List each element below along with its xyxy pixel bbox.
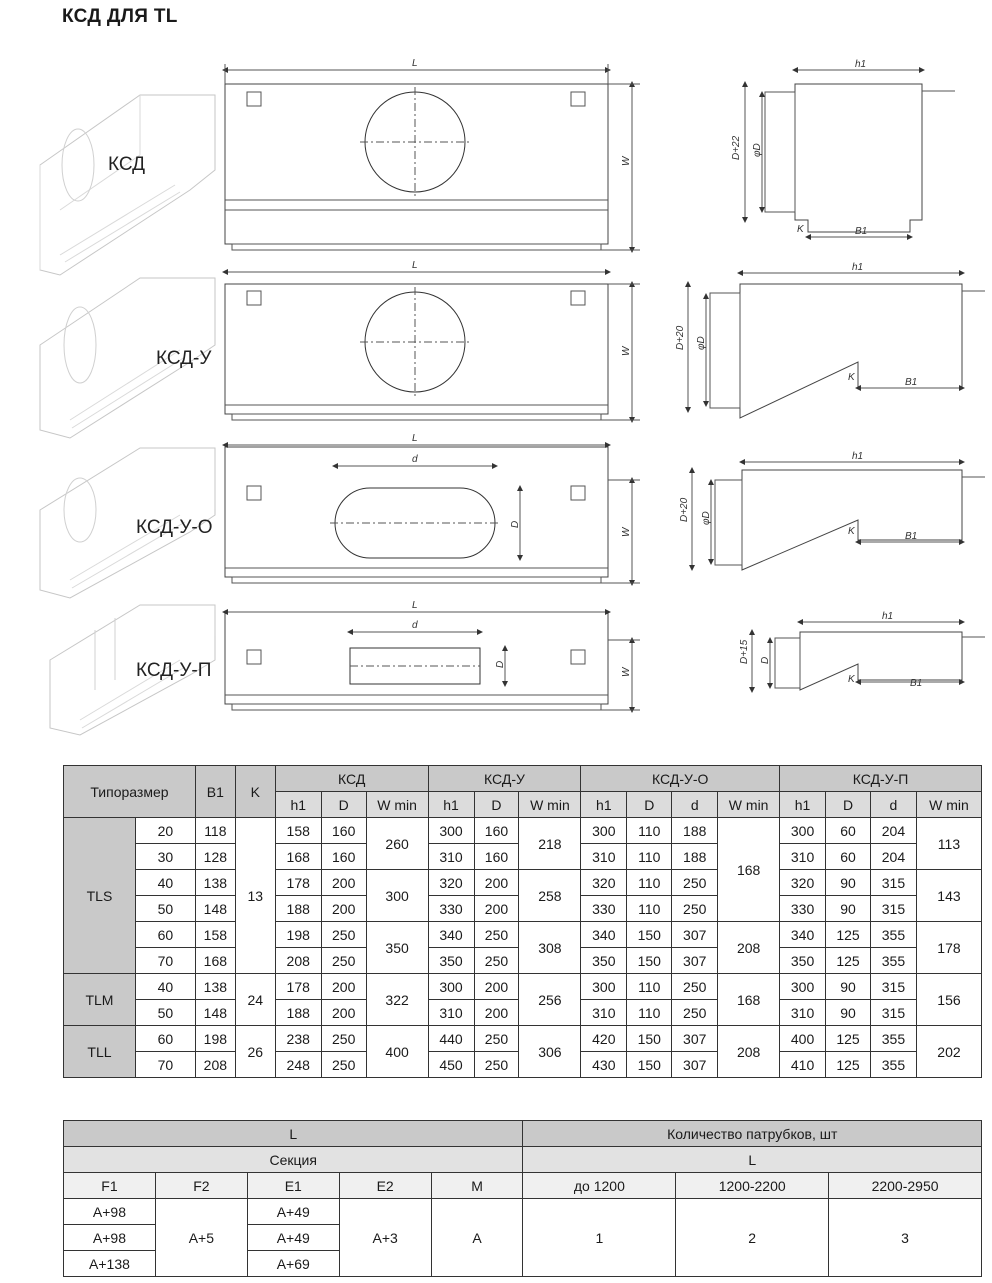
dim-D: D bbox=[510, 520, 521, 528]
cell-f1: A+138 bbox=[64, 1251, 156, 1277]
table-cell: 330 bbox=[428, 896, 474, 922]
table-row bbox=[64, 818, 982, 844]
table-cell: 250 bbox=[672, 870, 718, 896]
k-cell: 26 bbox=[235, 1026, 275, 1078]
table-cell: 310 bbox=[428, 1000, 474, 1026]
table-cell: 202 bbox=[916, 1026, 981, 1078]
table-cell: 250 bbox=[474, 1052, 519, 1078]
table-cell: 178 bbox=[275, 870, 321, 896]
table-cell: 188 bbox=[672, 818, 718, 844]
table-cell: 168 bbox=[195, 948, 235, 974]
table-cell: 315 bbox=[870, 896, 916, 922]
table-cell: 340 bbox=[780, 922, 826, 948]
table-cell: 160 bbox=[474, 818, 519, 844]
table-cell: 340 bbox=[428, 922, 474, 948]
table-cell: 60 bbox=[135, 1026, 195, 1052]
table-cell: 90 bbox=[826, 896, 871, 922]
table-cell: 90 bbox=[826, 870, 871, 896]
table-cell: 410 bbox=[780, 1052, 826, 1078]
table-cell: 70 bbox=[135, 948, 195, 974]
table-cell: 200 bbox=[321, 870, 366, 896]
table-cell: 128 bbox=[195, 844, 235, 870]
table-cell: 350 bbox=[780, 948, 826, 974]
table-cell: 168 bbox=[275, 844, 321, 870]
table-cell: 300 bbox=[780, 818, 826, 844]
table-cell: 310 bbox=[428, 844, 474, 870]
side-view-ksdu bbox=[688, 273, 985, 418]
table-cell: 208 bbox=[718, 922, 780, 974]
col-q2: 1200-2200 bbox=[676, 1173, 829, 1199]
front-view-ksdup bbox=[225, 612, 640, 710]
table-cell: 250 bbox=[321, 922, 366, 948]
dim-L: L bbox=[412, 433, 418, 444]
dimensions-table bbox=[63, 765, 982, 1078]
col-group-ksduo: КСД-У-О bbox=[581, 766, 780, 792]
table-cell: 355 bbox=[870, 1026, 916, 1052]
col-h1: h1 bbox=[780, 792, 826, 818]
table-cell: 307 bbox=[672, 1026, 718, 1052]
dim-W: W bbox=[621, 346, 632, 356]
dim-B1: B1 bbox=[855, 226, 868, 237]
table-cell: 420 bbox=[581, 1026, 627, 1052]
col-d: d bbox=[672, 792, 718, 818]
table-cell: 200 bbox=[474, 1000, 519, 1026]
dim-L: L bbox=[412, 260, 418, 271]
table-cell: 238 bbox=[275, 1026, 321, 1052]
table-cell: 307 bbox=[672, 1052, 718, 1078]
dim-D20: D+20 bbox=[675, 325, 686, 350]
table-cell: 315 bbox=[870, 1000, 916, 1026]
table-cell: 168 bbox=[718, 818, 780, 922]
col-wmin: W min bbox=[519, 792, 581, 818]
table-cell: 70 bbox=[135, 1052, 195, 1078]
dim-D: D bbox=[495, 660, 506, 668]
dim-phiD: φD bbox=[701, 511, 712, 525]
side-view-ksd bbox=[745, 70, 955, 237]
dim-K: K bbox=[848, 674, 855, 685]
table-cell: 110 bbox=[627, 818, 672, 844]
col-e1: E1 bbox=[247, 1173, 339, 1199]
dim-D20: D+20 bbox=[679, 497, 690, 522]
table-cell: 60 bbox=[135, 922, 195, 948]
table-cell: 355 bbox=[870, 948, 916, 974]
cell-e1: A+69 bbox=[247, 1251, 339, 1277]
table-cell: 322 bbox=[366, 974, 428, 1026]
table-cell: 400 bbox=[780, 1026, 826, 1052]
table-cell: 350 bbox=[366, 922, 428, 974]
table-cell: 110 bbox=[627, 844, 672, 870]
table-cell: 355 bbox=[870, 922, 916, 948]
table-cell: 310 bbox=[581, 1000, 627, 1026]
iso-view-ksd bbox=[40, 95, 215, 275]
table-cell: 200 bbox=[321, 974, 366, 1000]
sections-table bbox=[63, 1120, 982, 1277]
table-cell: 204 bbox=[870, 818, 916, 844]
table-cell: 330 bbox=[581, 896, 627, 922]
table-cell: 138 bbox=[195, 870, 235, 896]
table-cell: 143 bbox=[916, 870, 981, 922]
table-cell: 400 bbox=[366, 1026, 428, 1078]
table-cell: 198 bbox=[275, 922, 321, 948]
cell-e1: A+49 bbox=[247, 1225, 339, 1251]
col-D: D bbox=[474, 792, 519, 818]
dim-W: W bbox=[621, 667, 632, 677]
table-cell: 256 bbox=[519, 974, 581, 1026]
table-cell: 200 bbox=[474, 974, 519, 1000]
table-cell: 110 bbox=[627, 1000, 672, 1026]
dim-K: K bbox=[797, 224, 804, 235]
page-title: КСД ДЛЯ TL bbox=[62, 6, 178, 27]
dim-W: W bbox=[621, 527, 632, 537]
table-cell: 40 bbox=[135, 870, 195, 896]
table-cell: 300 bbox=[428, 974, 474, 1000]
dim-h1: h1 bbox=[855, 59, 867, 70]
table-cell: 250 bbox=[321, 948, 366, 974]
col-h1: h1 bbox=[581, 792, 627, 818]
col-section: Секция bbox=[64, 1147, 523, 1173]
table-cell: 250 bbox=[672, 974, 718, 1000]
dim-L: L bbox=[412, 600, 418, 611]
series-cell: TLM bbox=[64, 974, 136, 1026]
table-cell: 200 bbox=[474, 896, 519, 922]
label-ksdu: КСД-У bbox=[156, 348, 212, 369]
table-row bbox=[64, 974, 982, 1000]
table-cell: 160 bbox=[321, 844, 366, 870]
table-cell: 138 bbox=[195, 974, 235, 1000]
table-cell: 113 bbox=[916, 818, 981, 870]
col-q3: 2200-2950 bbox=[829, 1173, 982, 1199]
table-cell: 90 bbox=[826, 974, 871, 1000]
col-group-ksdu: КСД-У bbox=[428, 766, 581, 792]
cell-f1: A+98 bbox=[64, 1225, 156, 1251]
col-m: M bbox=[431, 1173, 523, 1199]
dim-W: W bbox=[621, 156, 632, 166]
table-cell: 330 bbox=[780, 896, 826, 922]
table-cell: 320 bbox=[581, 870, 627, 896]
col-group-ksdup: КСД-У-П bbox=[780, 766, 982, 792]
col-group-ksd: КСД bbox=[275, 766, 428, 792]
table-cell: 60 bbox=[826, 844, 871, 870]
dim-phiD: φD bbox=[696, 336, 707, 350]
table-cell: 310 bbox=[780, 1000, 826, 1026]
col-d: d bbox=[870, 792, 916, 818]
table-cell: 250 bbox=[474, 922, 519, 948]
table-cell: 150 bbox=[627, 922, 672, 948]
table-cell: 300 bbox=[581, 974, 627, 1000]
dim-h1: h1 bbox=[852, 451, 864, 462]
table-cell: 300 bbox=[581, 818, 627, 844]
table-cell: 320 bbox=[780, 870, 826, 896]
col-q1: до 1200 bbox=[523, 1173, 676, 1199]
table-cell: 300 bbox=[428, 818, 474, 844]
table-cell: 204 bbox=[870, 844, 916, 870]
table-cell: 148 bbox=[195, 896, 235, 922]
cell-q3: 3 bbox=[829, 1199, 982, 1277]
front-view-ksd bbox=[225, 64, 640, 250]
dim-B1: B1 bbox=[910, 678, 923, 689]
col-D: D bbox=[321, 792, 366, 818]
table-cell: 50 bbox=[135, 1000, 195, 1026]
table-cell: 350 bbox=[428, 948, 474, 974]
table-cell: 250 bbox=[321, 1026, 366, 1052]
table-cell: 188 bbox=[275, 896, 321, 922]
col-e2: E2 bbox=[339, 1173, 431, 1199]
dim-h1: h1 bbox=[882, 611, 894, 622]
table-cell: 355 bbox=[870, 1052, 916, 1078]
label-ksduo: КСД-У-О bbox=[136, 517, 213, 538]
table-cell: 308 bbox=[519, 922, 581, 974]
table-cell: 156 bbox=[916, 974, 981, 1026]
table-cell: 158 bbox=[195, 922, 235, 948]
table-cell: 208 bbox=[718, 1026, 780, 1078]
col-h1: h1 bbox=[275, 792, 321, 818]
table-cell: 200 bbox=[474, 870, 519, 896]
dim-d: d bbox=[412, 454, 418, 465]
table-row bbox=[64, 1026, 982, 1052]
table-cell: 150 bbox=[627, 948, 672, 974]
cell-f1: A+98 bbox=[64, 1199, 156, 1225]
table-cell: 250 bbox=[321, 1052, 366, 1078]
col-wmin: W min bbox=[916, 792, 981, 818]
col-h1: h1 bbox=[428, 792, 474, 818]
col-wmin: W min bbox=[366, 792, 428, 818]
table-cell: 340 bbox=[581, 922, 627, 948]
dim-B1: B1 bbox=[905, 377, 918, 388]
table-cell: 248 bbox=[275, 1052, 321, 1078]
side-view-ksduo bbox=[692, 462, 985, 570]
col-f2: F2 bbox=[155, 1173, 247, 1199]
table-cell: 178 bbox=[275, 974, 321, 1000]
dim-K: K bbox=[848, 372, 855, 383]
dim-K: K bbox=[848, 526, 855, 537]
col-b1: B1 bbox=[195, 766, 235, 818]
table-cell: 30 bbox=[135, 844, 195, 870]
table-cell: 300 bbox=[366, 870, 428, 922]
table-cell: 250 bbox=[672, 896, 718, 922]
table-cell: 450 bbox=[428, 1052, 474, 1078]
col-qty: Количество патрубков, шт bbox=[523, 1121, 982, 1147]
dim-h1: h1 bbox=[852, 262, 864, 273]
table-cell: 160 bbox=[474, 844, 519, 870]
dim-D: D bbox=[760, 656, 771, 664]
cell-m: A bbox=[431, 1199, 523, 1277]
series-cell: TLL bbox=[64, 1026, 136, 1078]
cell-q2: 2 bbox=[676, 1199, 829, 1277]
table-cell: 430 bbox=[581, 1052, 627, 1078]
col-D: D bbox=[627, 792, 672, 818]
dim-L: L bbox=[412, 58, 418, 69]
table-cell: 300 bbox=[780, 974, 826, 1000]
cell-e1: A+49 bbox=[247, 1199, 339, 1225]
front-view-ksdu bbox=[225, 272, 640, 420]
table-cell: 118 bbox=[195, 818, 235, 844]
table-cell: 350 bbox=[581, 948, 627, 974]
label-ksdup: КСД-У-П bbox=[136, 660, 212, 681]
table-cell: 20 bbox=[135, 818, 195, 844]
table-cell: 160 bbox=[321, 818, 366, 844]
table-cell: 110 bbox=[627, 896, 672, 922]
col-L2: L bbox=[523, 1147, 982, 1173]
table-cell: 260 bbox=[366, 818, 428, 870]
table-cell: 310 bbox=[780, 844, 826, 870]
table-cell: 315 bbox=[870, 974, 916, 1000]
table-cell: 188 bbox=[275, 1000, 321, 1026]
table-cell: 168 bbox=[718, 974, 780, 1026]
dim-d: d bbox=[412, 620, 418, 631]
table-cell: 250 bbox=[672, 1000, 718, 1026]
table-cell: 178 bbox=[916, 922, 981, 974]
table-cell: 90 bbox=[826, 1000, 871, 1026]
dim-B1: B1 bbox=[905, 531, 918, 542]
table-cell: 125 bbox=[826, 922, 871, 948]
col-f1: F1 bbox=[64, 1173, 156, 1199]
table-cell: 250 bbox=[474, 948, 519, 974]
table-cell: 40 bbox=[135, 974, 195, 1000]
dim-phiD: φD bbox=[752, 143, 763, 157]
table-cell: 148 bbox=[195, 1000, 235, 1026]
table-cell: 125 bbox=[826, 1052, 871, 1078]
col-L: L bbox=[64, 1121, 523, 1147]
cell-q1: 1 bbox=[523, 1199, 676, 1277]
series-cell: TLS bbox=[64, 818, 136, 974]
table-cell: 150 bbox=[627, 1052, 672, 1078]
table-cell: 125 bbox=[826, 948, 871, 974]
table-cell: 110 bbox=[627, 974, 672, 1000]
side-view-ksdup bbox=[752, 622, 985, 690]
table-cell: 315 bbox=[870, 870, 916, 896]
table-cell: 306 bbox=[519, 1026, 581, 1078]
col-D: D bbox=[826, 792, 871, 818]
k-cell: 13 bbox=[235, 818, 275, 974]
table-cell: 50 bbox=[135, 896, 195, 922]
table-cell: 125 bbox=[826, 1026, 871, 1052]
front-view-ksduo bbox=[225, 445, 640, 583]
table-cell: 307 bbox=[672, 922, 718, 948]
table-cell: 250 bbox=[474, 1026, 519, 1052]
table-cell: 310 bbox=[581, 844, 627, 870]
table-cell: 258 bbox=[519, 870, 581, 922]
table-cell: 200 bbox=[321, 896, 366, 922]
table-cell: 320 bbox=[428, 870, 474, 896]
col-size: Типоразмер bbox=[64, 766, 196, 818]
dim-D15: D+15 bbox=[739, 639, 750, 664]
k-cell: 24 bbox=[235, 974, 275, 1026]
table-cell: 208 bbox=[195, 1052, 235, 1078]
table-cell: 218 bbox=[519, 818, 581, 870]
table-cell: 150 bbox=[627, 1026, 672, 1052]
table-row bbox=[64, 922, 982, 948]
table-cell: 198 bbox=[195, 1026, 235, 1052]
cell-f2: A+5 bbox=[155, 1199, 247, 1277]
dim-D22: D+22 bbox=[731, 135, 742, 160]
table-cell: 200 bbox=[321, 1000, 366, 1026]
col-wmin: W min bbox=[718, 792, 780, 818]
table-row bbox=[64, 870, 982, 896]
table-cell: 208 bbox=[275, 948, 321, 974]
table-cell: 307 bbox=[672, 948, 718, 974]
cell-e2: A+3 bbox=[339, 1199, 431, 1277]
col-k: K bbox=[235, 766, 275, 818]
table-cell: 158 bbox=[275, 818, 321, 844]
table-cell: 188 bbox=[672, 844, 718, 870]
table-cell: 60 bbox=[826, 818, 871, 844]
table-cell: 110 bbox=[627, 870, 672, 896]
label-ksd: КСД bbox=[108, 154, 146, 175]
table-cell: 440 bbox=[428, 1026, 474, 1052]
